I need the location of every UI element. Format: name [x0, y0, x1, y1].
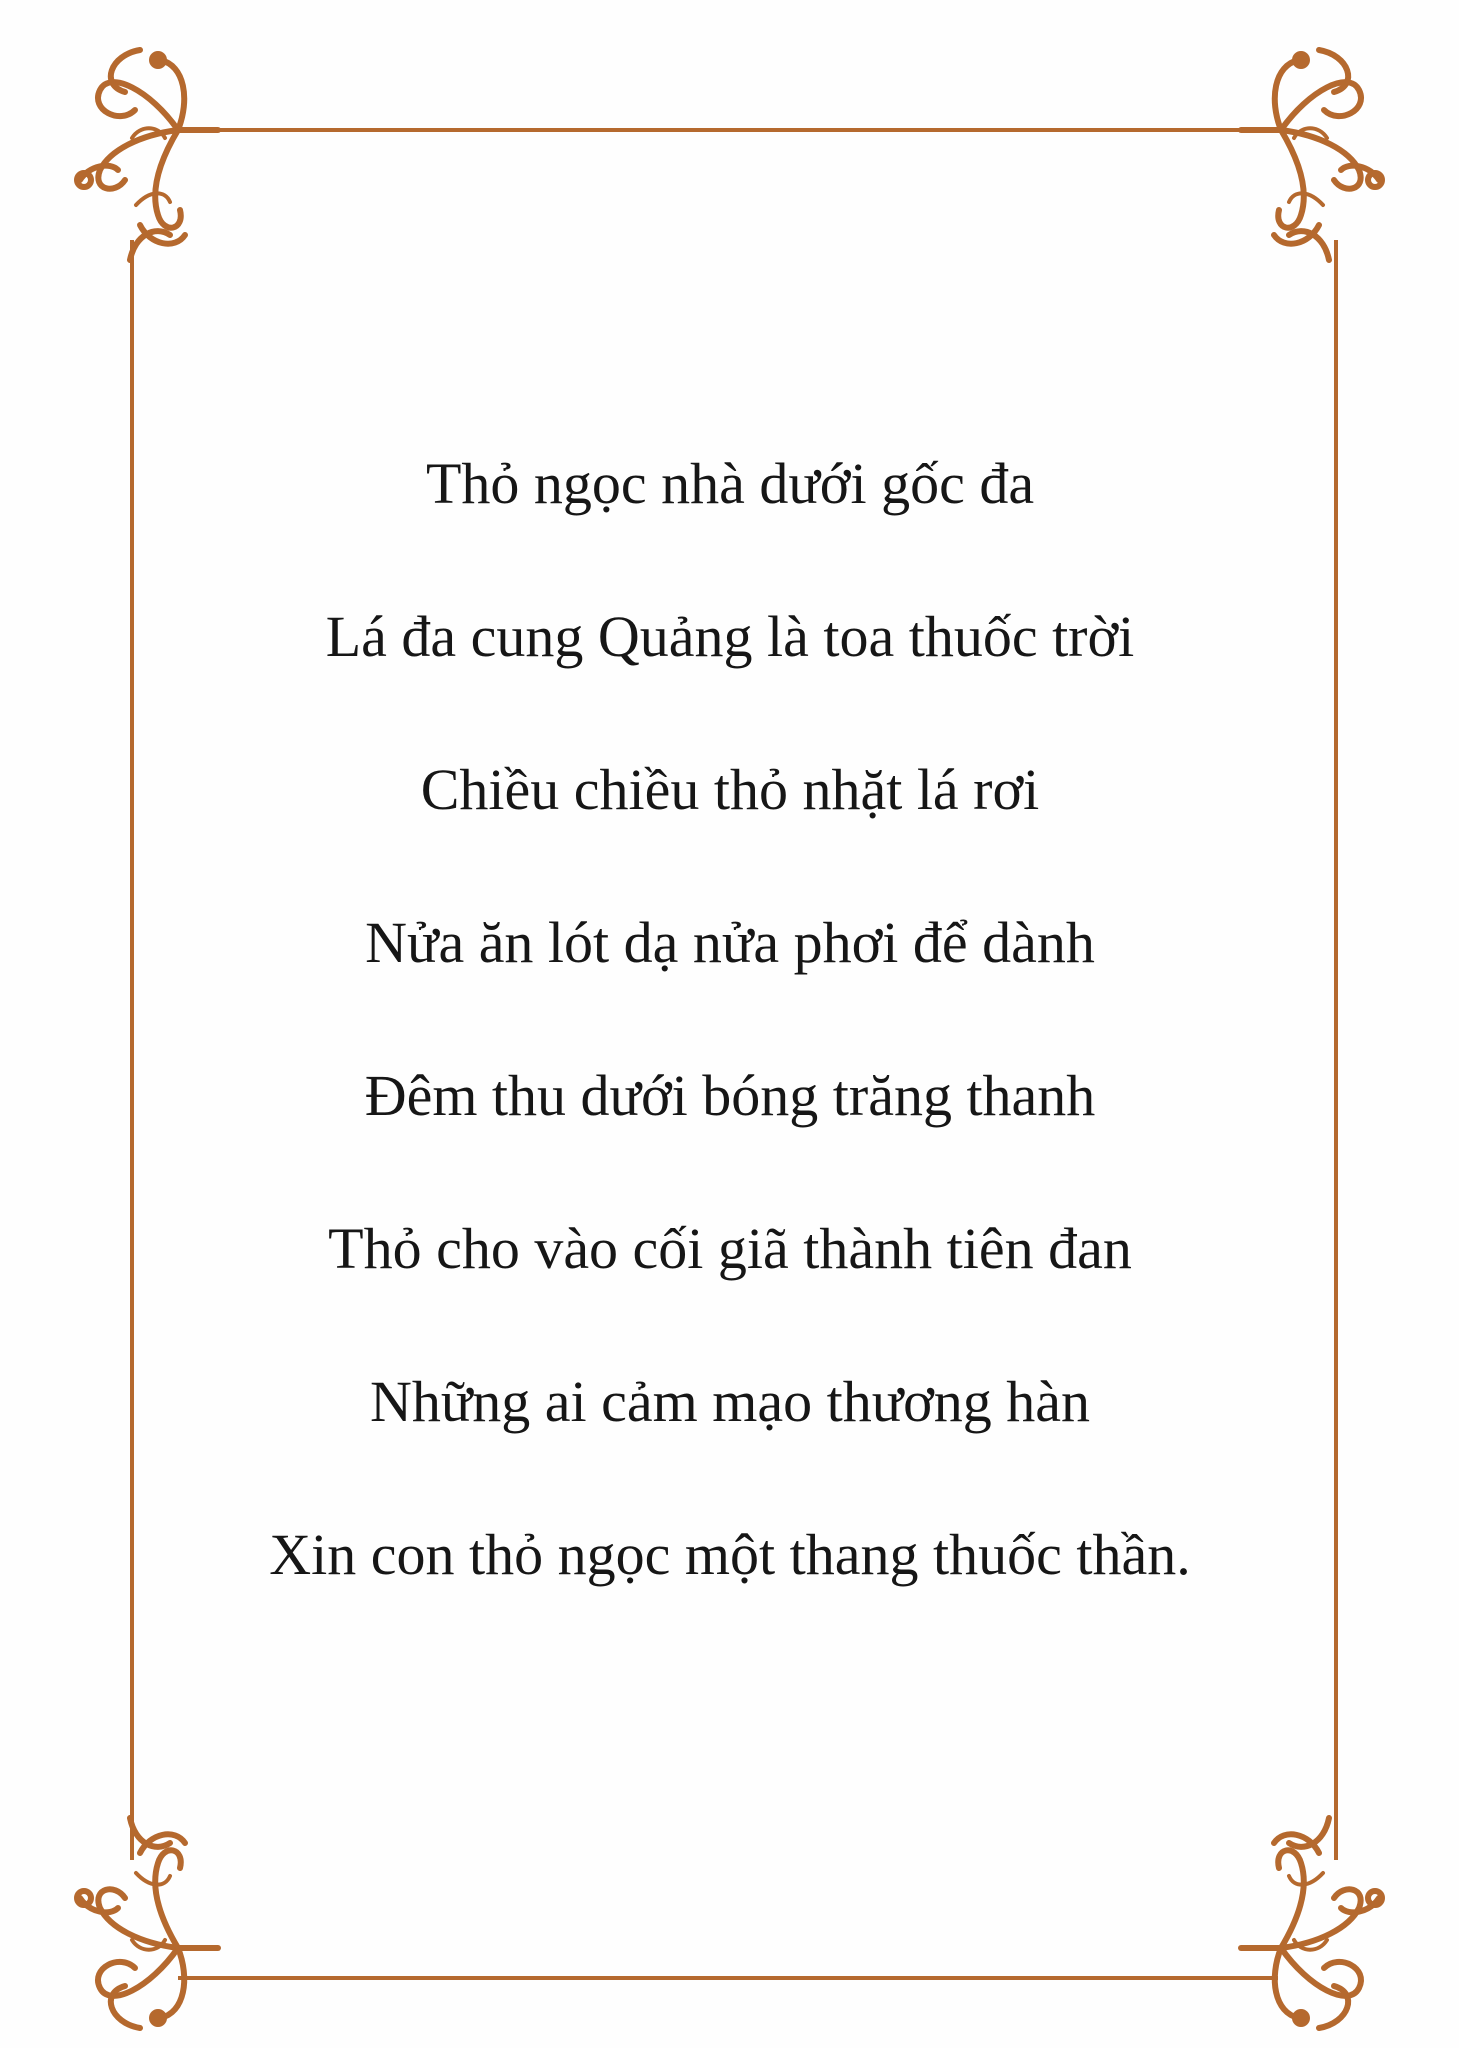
corner-ornament-top-left-icon	[40, 30, 240, 270]
poem-line-1: Thỏ ngọc nhà dưới gốc đa	[425, 451, 1035, 516]
poem-line-4: Nửa ăn lót dạ nửa phơi để dành	[365, 910, 1095, 975]
poem-text	[180, 451, 1280, 1678]
frame-bottom-border	[178, 1976, 1278, 1980]
poem-line-3: Chiều chiều thỏ nhặt lá rơi	[420, 757, 1040, 822]
frame-top-border	[178, 128, 1278, 132]
frame-left-border	[130, 240, 134, 1860]
poem-line-7: Những ai cảm mạo thương hàn	[369, 1369, 1091, 1434]
corner-ornament-bottom-right-icon	[1219, 1808, 1419, 2048]
corner-ornament-bottom-left-icon	[40, 1808, 240, 2048]
poem-line-6: Thỏ cho vào cối giã thành tiên đan	[328, 1216, 1132, 1281]
poem-line-2: Lá đa cung Quảng là toa thuốc trời	[325, 604, 1135, 669]
poem-line-5: Đêm thu dưới bóng trăng thanh	[364, 1063, 1096, 1128]
poem-line-8: Xin con thỏ ngọc một thang thuốc thần.	[269, 1522, 1191, 1587]
corner-ornament-top-right-icon	[1219, 30, 1419, 270]
frame-right-border	[1334, 240, 1338, 1860]
